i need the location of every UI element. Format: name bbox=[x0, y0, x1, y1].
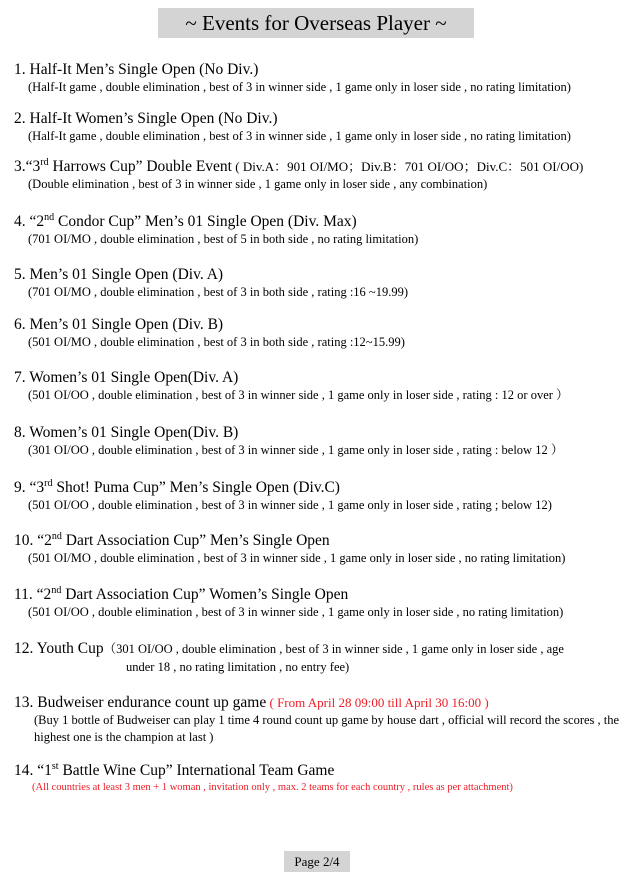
event-heading: 10. “2nd Dart Association Cup” Men’s Single Open bbox=[14, 530, 330, 549]
event-13 bbox=[14, 693, 630, 746]
event-9 bbox=[14, 478, 630, 514]
event-11 bbox=[14, 585, 630, 621]
event-description: (301 OI/OO , double elimination , best of 3 in winner side , 1 game only in loser side , rating : below 12 ） bbox=[28, 443, 564, 457]
event-description: (501 OI/MO , double elimination , best of 3 in both side , rating :12~15.99) bbox=[28, 335, 405, 349]
page-number: Page 2/4 bbox=[284, 851, 350, 872]
event-description: (701 OI/MO , double elimination , best of 5 in both side , no rating limitation) bbox=[28, 232, 419, 246]
event-description-continued: under 18 , no rating limitation , no entry fee) bbox=[126, 660, 350, 674]
event-heading: 6. Men’s 01 Single Open (Div. B) bbox=[14, 316, 224, 333]
event-12 bbox=[14, 639, 630, 676]
event-5 bbox=[14, 265, 630, 301]
event-schedule-note: ( From April 28 09:00 till April 30 16:00 ) bbox=[266, 695, 489, 710]
event-heading: 8. Women’s 01 Single Open(Div. B) bbox=[14, 424, 239, 441]
event-7 bbox=[14, 368, 630, 404]
event-description: (All countries at least 3 men + 1 woman , invitation only , max. 2 teams for each country , rules as per attachment) bbox=[32, 782, 513, 793]
event-1 bbox=[14, 60, 630, 96]
event-description: (501 OI/MO , double elimination , best of 3 in winner side , 1 game only in loser side , no rating limitation) bbox=[28, 551, 566, 565]
page-title: ~ Events for Overseas Player ~ bbox=[158, 8, 474, 38]
event-6 bbox=[14, 315, 630, 351]
event-description: (701 OI/MO , double elimination , best of 3 in both side , rating :16 ~19.99) bbox=[28, 285, 408, 299]
event-heading: 7. Women’s 01 Single Open(Div. A) bbox=[14, 369, 239, 386]
event-description: (Half-It game , double elimination , best of 3 in winner side , 1 game only in loser side , no rating limitation) bbox=[28, 129, 571, 143]
event-4 bbox=[14, 212, 630, 248]
event-heading: 3.“3rd Harrows Cup” Double Event ( Div.A：901 OI/MO；Div.B：701 OI/OO；Div.C：501 OI/OO) bbox=[14, 156, 584, 175]
event-description: (Buy 1 bottle of Budweiser can play 1 time 4 round count up game by house dart , official will record the scores , the highest one is the champion at last ) bbox=[34, 713, 620, 744]
event-description: (501 OI/OO , double elimination , best of 3 in winner side , 1 game only in loser side , no rating limitation) bbox=[28, 605, 564, 619]
event-description: (501 OI/OO , double elimination , best of 3 in winner side , 1 game only in loser side , rating ; below 12) bbox=[28, 498, 552, 512]
event-14 bbox=[14, 761, 630, 795]
event-8 bbox=[14, 423, 630, 459]
event-heading: 11. “2nd Dart Association Cup” Women’s Single Open bbox=[14, 584, 349, 603]
event-heading: 5. Men’s 01 Single Open (Div. A) bbox=[14, 266, 224, 283]
event-2 bbox=[14, 109, 630, 145]
event-heading: 9. “3rd Shot! Puma Cup” Men’s Single Open (Div.C) bbox=[14, 477, 340, 496]
event-description: （301 OI/OO , double elimination , best of 3 in winner side , 1 game only in loser side , age bbox=[103, 642, 564, 656]
event-description: (Half-It game , double elimination , best of 3 in winner side , 1 game only in loser side , no rating limitation) bbox=[28, 80, 571, 94]
event-heading: 12. Youth Cup（301 OI/OO , double elimination , best of 3 in winner side , 1 game only in loser side , age bbox=[14, 640, 564, 657]
event-heading: 4. “2nd Condor Cup” Men’s 01 Single Open (Div. Max) bbox=[14, 211, 357, 230]
event-description: (Double elimination , best of 3 in winner side , 1 game only in loser side , any combination) bbox=[28, 177, 488, 191]
event-heading: 14. “1st Battle Wine Cup” International Team Game bbox=[14, 760, 335, 779]
event-heading: 1. Half-It Men’s Single Open (No Div.) bbox=[14, 61, 259, 78]
event-3 bbox=[14, 157, 630, 193]
event-heading: 13. Budweiser endurance count up game ( From April 28 09:00 till April 30 16:00 ) bbox=[14, 694, 489, 711]
event-description: (501 OI/OO , double elimination , best of 3 in winner side , 1 game only in loser side , rating : 12 or over ） bbox=[28, 388, 569, 402]
event-heading: 2. Half-It Women’s Single Open (No Div.) bbox=[14, 110, 278, 127]
event-10 bbox=[14, 531, 630, 567]
